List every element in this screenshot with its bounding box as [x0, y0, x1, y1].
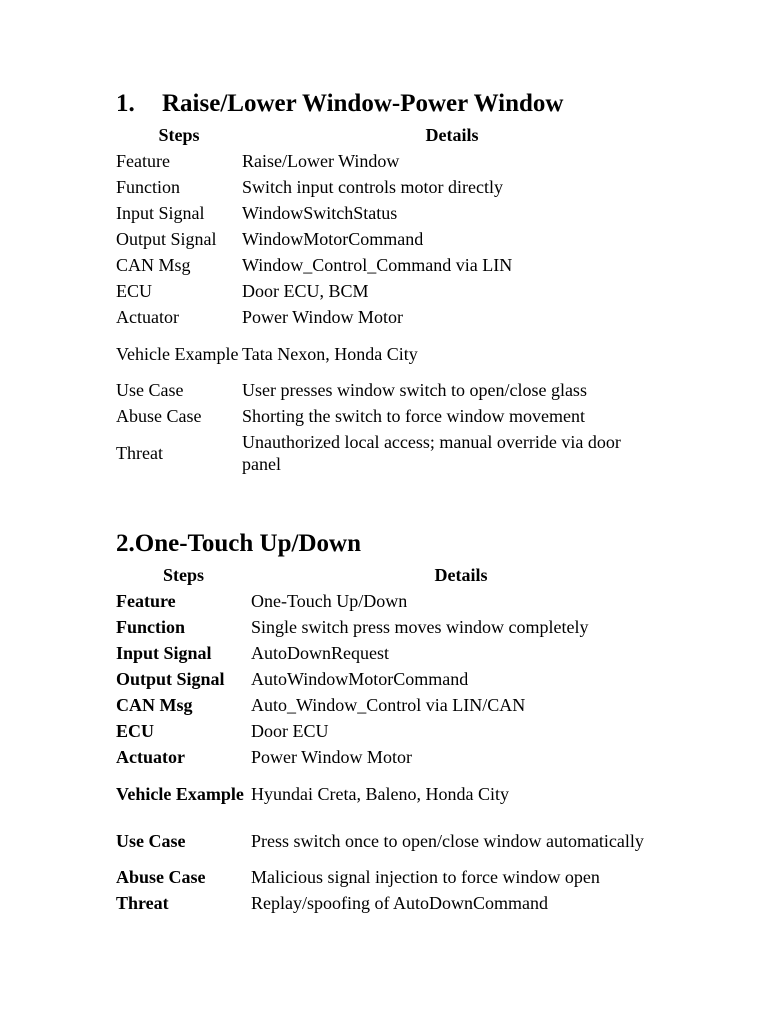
row-detail: Malicious signal injection to force window open	[251, 867, 600, 887]
row-label: Use Case	[116, 830, 186, 851]
details-header: Details	[425, 125, 479, 145]
table-row	[116, 226, 662, 252]
section-title: Raise/Lower Window-Power Window	[162, 90, 564, 117]
steps-header: Steps	[158, 125, 200, 145]
table-row	[116, 864, 671, 890]
section-heading	[116, 86, 662, 122]
row-detail: Power Window Motor	[251, 747, 412, 767]
row-label: Function	[116, 177, 181, 197]
row-label: Actuator	[116, 747, 185, 767]
row-detail: Replay/spoofing of AutoDownCommand	[251, 893, 548, 913]
table-row	[116, 429, 662, 476]
row-label: Input Signal	[116, 203, 205, 223]
row-detail: Single switch press moves window completely	[251, 617, 589, 637]
row-label: Feature	[116, 591, 176, 611]
row-label: Input Signal	[116, 643, 212, 663]
table-row	[116, 588, 671, 614]
row-label: Feature	[116, 151, 170, 171]
row-label: Function	[116, 617, 186, 637]
table-row	[116, 614, 671, 640]
section-power-window	[116, 86, 662, 476]
table-row	[116, 890, 671, 916]
section-heading	[116, 526, 671, 562]
table-row	[116, 200, 662, 226]
table-row	[116, 640, 671, 666]
row-detail: User presses window switch to open/close glass	[242, 380, 587, 400]
row-label: Abuse Case	[116, 406, 202, 426]
table-row	[116, 304, 662, 330]
section-one-touch	[116, 526, 671, 916]
row-detail: Press switch once to open/close window automatically	[251, 830, 644, 851]
row-detail: WindowSwitchStatus	[242, 203, 398, 223]
row-label: Vehicle Example	[116, 783, 244, 804]
details-table	[116, 562, 671, 916]
table-row	[116, 817, 671, 864]
section-number: 1.	[116, 90, 135, 117]
row-label: Output Signal	[116, 229, 217, 249]
table-row	[116, 692, 671, 718]
table-row	[116, 666, 671, 692]
row-detail: WindowMotorCommand	[242, 229, 424, 249]
row-label: Vehicle Example	[116, 343, 239, 364]
details-table	[116, 122, 662, 476]
table-row	[116, 278, 662, 304]
row-label: Threat	[116, 442, 163, 463]
table-header-row	[116, 562, 671, 588]
row-label: ECU	[116, 281, 152, 301]
table-row	[116, 403, 662, 429]
section-title: 2.One-Touch Up/Down	[116, 530, 361, 557]
row-detail: Window_Control_Command via LIN	[242, 255, 513, 275]
table-row	[116, 174, 662, 200]
table-row	[116, 718, 671, 744]
table-row	[116, 148, 662, 174]
table-row	[116, 252, 662, 278]
table-row	[116, 377, 662, 403]
row-detail: AutoWindowMotorCommand	[251, 669, 469, 689]
row-label: ECU	[116, 721, 155, 741]
row-detail: AutoDownRequest	[251, 643, 389, 663]
row-detail: Door ECU	[251, 721, 329, 741]
table-row	[116, 770, 671, 817]
row-detail: One-Touch Up/Down	[251, 591, 408, 611]
table-row	[116, 330, 662, 377]
row-label: Use Case	[116, 380, 184, 400]
row-detail: Door ECU, BCM	[242, 281, 369, 301]
row-detail: Raise/Lower Window	[242, 151, 400, 171]
row-detail: Tata Nexon, Honda City	[242, 343, 418, 364]
row-label: Abuse Case	[116, 867, 206, 887]
row-label: CAN Msg	[116, 695, 193, 715]
row-detail: Switch input controls motor directly	[242, 177, 503, 197]
row-detail: Power Window Motor	[242, 307, 403, 327]
table-row	[116, 744, 671, 770]
row-label: Output Signal	[116, 669, 225, 689]
steps-header: Steps	[162, 565, 204, 585]
row-detail: Hyundai Creta, Baleno, Honda City	[251, 783, 509, 804]
row-detail: Shorting the switch to force window movement	[242, 406, 585, 426]
row-label: CAN Msg	[116, 255, 191, 275]
table-header-row	[116, 122, 662, 148]
row-label: Actuator	[116, 307, 179, 327]
row-label: Threat	[116, 893, 169, 913]
details-header: Details	[434, 565, 488, 585]
row-detail: Unauthorized local access; manual override via door panel	[242, 431, 621, 474]
row-detail: Auto_Window_Control via LIN/CAN	[251, 695, 526, 715]
